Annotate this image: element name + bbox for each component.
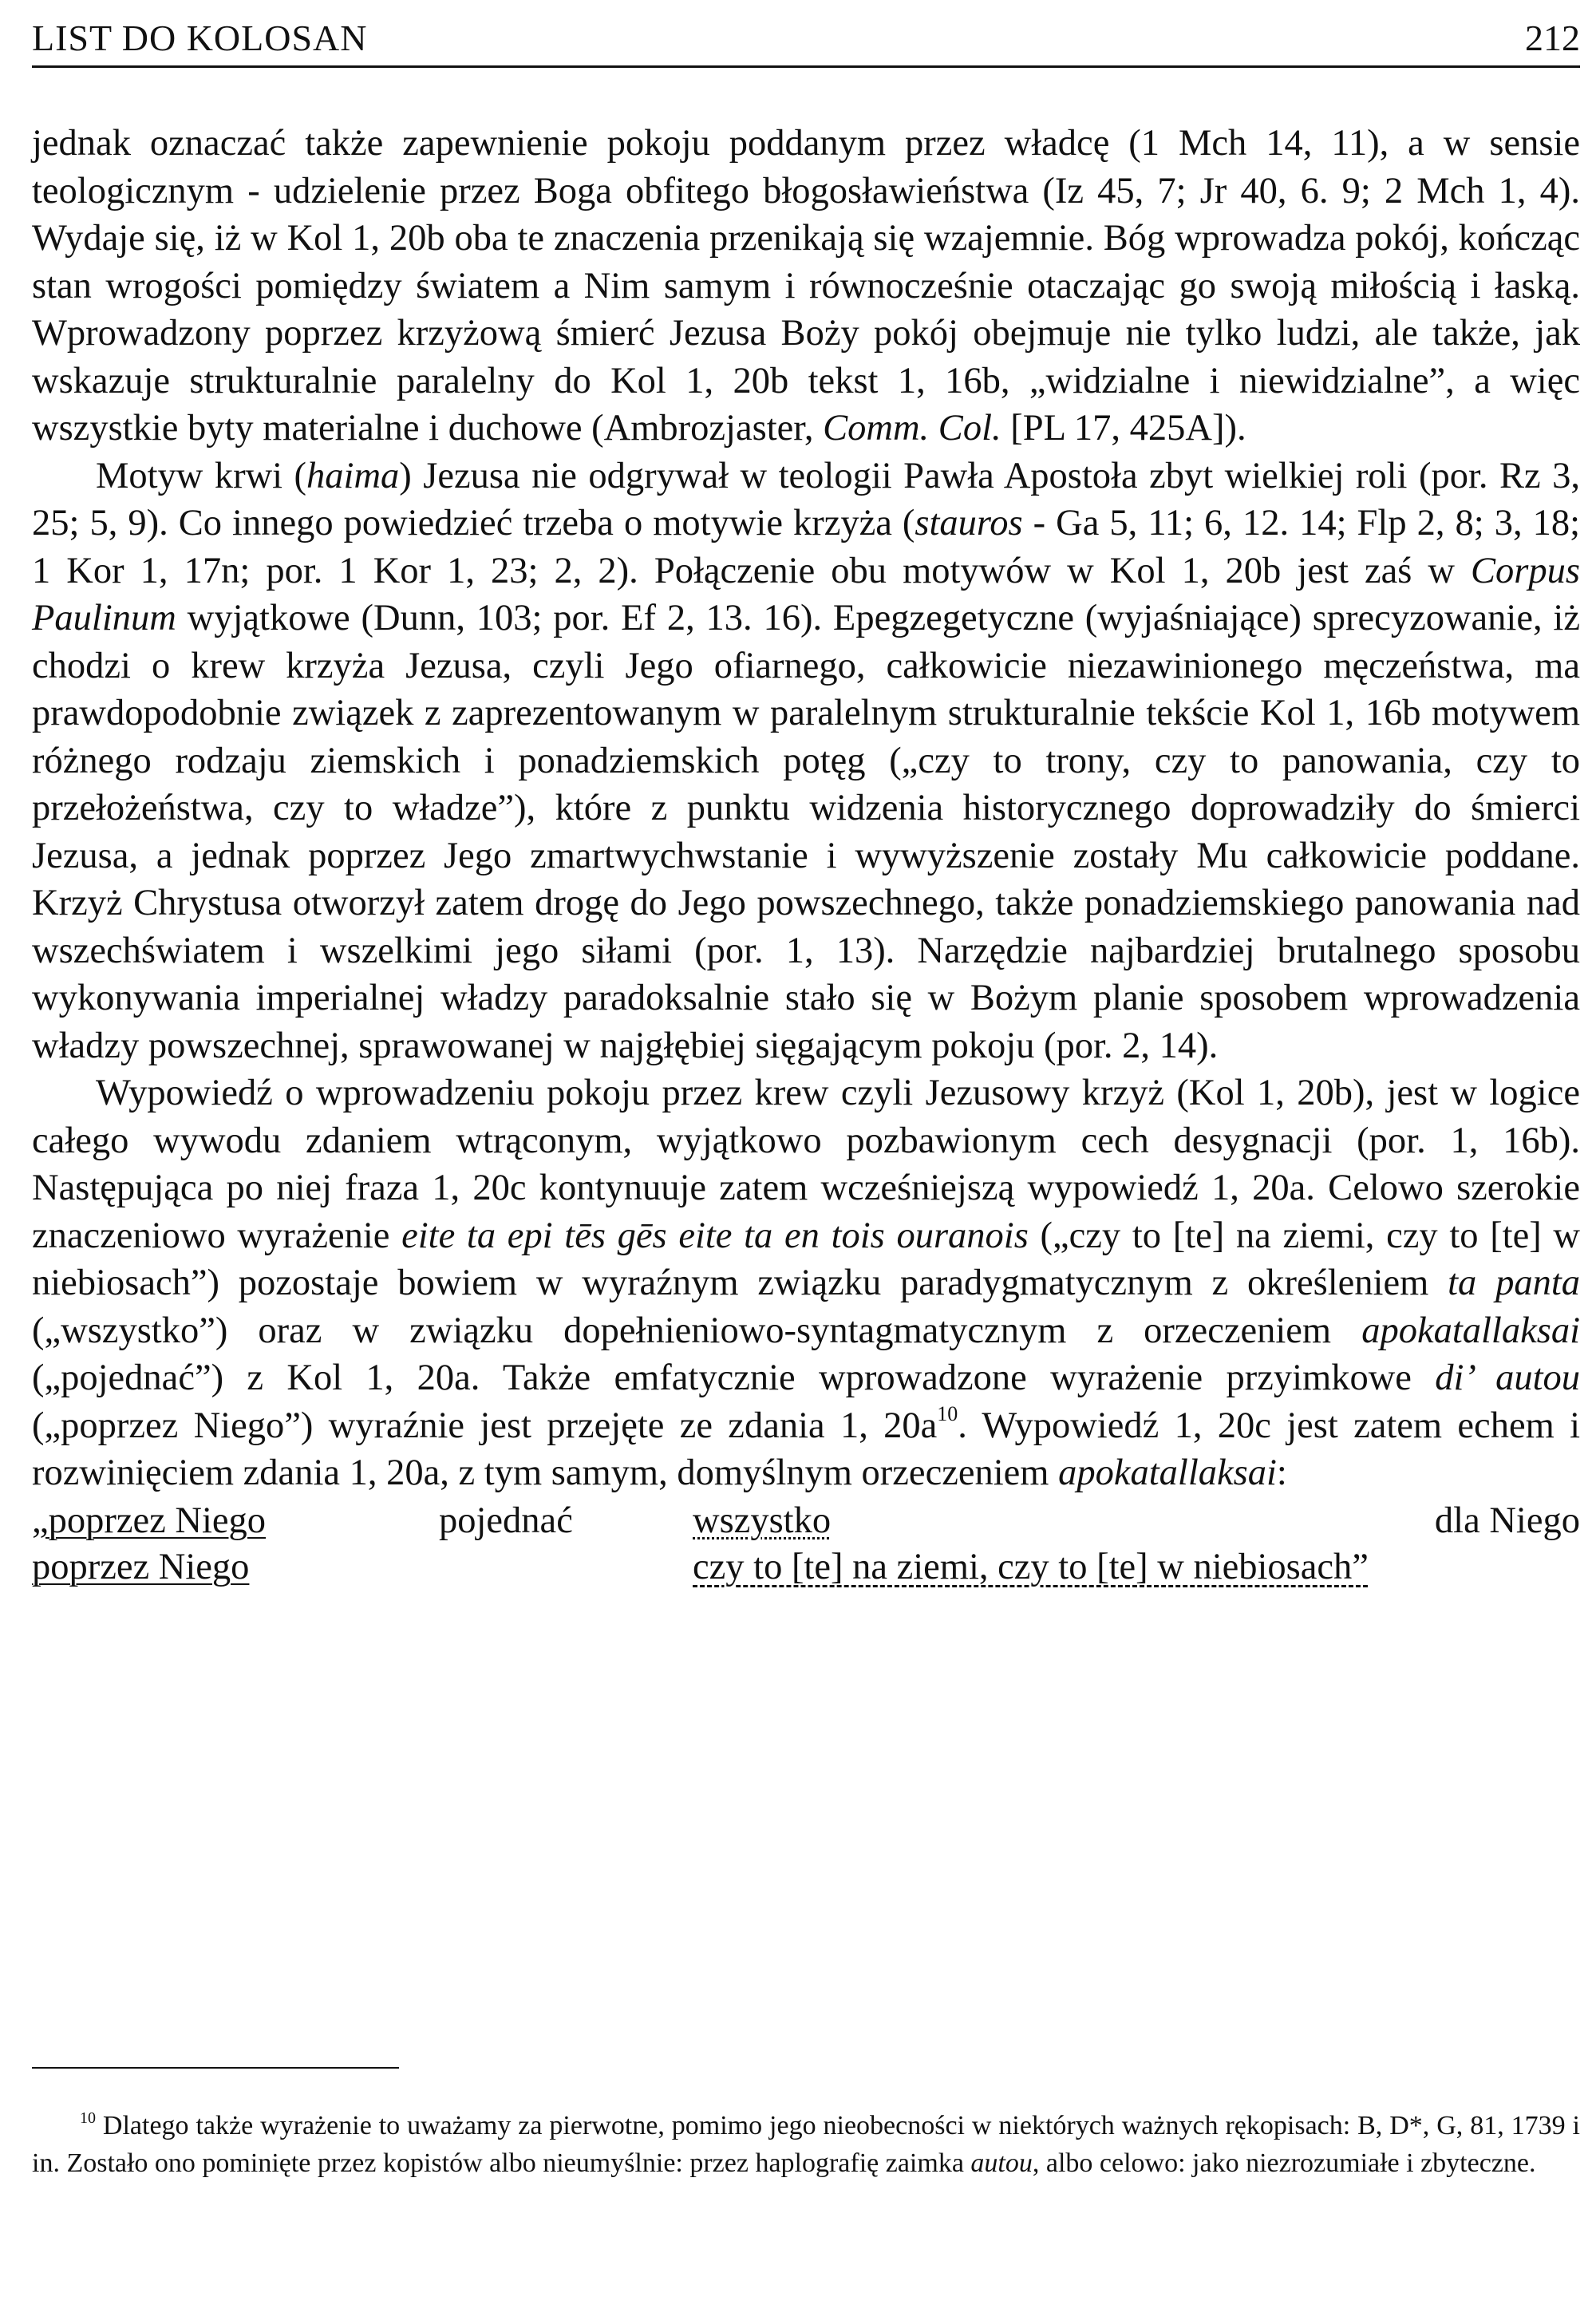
- parallel-scheme: [32, 1497, 1580, 1593]
- text-run: („wszystko”) oraz w związku dopełnieniowo-syntagmatycznym z orzeczeniem: [32, 1310, 1362, 1351]
- text-run: („czy to [te] na ziemi, czy to [te] w niebiosach”) pozostaje bowiem w wyraźnym związku paradygmatycznym z określeniem: [32, 1215, 1580, 1303]
- footnote-10: [32, 2107, 1580, 2182]
- italic-run: Corpus Paulinum: [32, 550, 1580, 638]
- body-text: [32, 120, 1580, 1593]
- text-run: Dlatego także wyrażenie to uważamy za pierwotne, pomimo jego nieobecności w niektórych ważnych rękopisach: B, D*, G, 81, 1739 i in. Zostało ono pominięte przez kopistów albo nieumyślnie: przez haplografię zaimka: [32, 2111, 1580, 2178]
- scheme-cell: dla Niego: [1434, 1500, 1580, 1541]
- footnote-marker: 10: [80, 2109, 96, 2127]
- italic-run: autou: [970, 2148, 1033, 2178]
- text-run: - Ga 5, 11; 6, 12. 14; Flp 2, 8; 3, 18; 1 Kor 1, 17n; por. 1 Kor 1, 23; 2, 2). Połączenie obu motywów w Kol 1, 20b jest zaś w: [32, 503, 1581, 591]
- footnote-reference[interactable]: 10: [937, 1402, 958, 1425]
- scheme-cell: poprzez Niego: [32, 1546, 250, 1587]
- footnote-divider: [32, 2067, 399, 2069]
- text-run: Motyw krwi (: [96, 455, 307, 496]
- italic-run: stauros: [915, 503, 1023, 543]
- page-header: [32, 5, 1580, 68]
- text-run: ) Jezusa nie odgrywał w teologii Pawła Apostoła zbyt wielkiej roli (por. Rz 3, 25; 5, 9). Co innego powiedzieć trzeba o motywie krzyża (: [32, 455, 1580, 543]
- text-run: . Wypowiedź 1, 20c jest zatem echem i rozwinięciem zdania 1, 20a, z tym samym, domyślnym orzeczeniem: [32, 1405, 1580, 1493]
- text-run: :: [1276, 1452, 1287, 1493]
- scheme-cell: wszystko: [693, 1500, 832, 1541]
- text-run: („pojednać”) z Kol 1, 20a. Także emfatycznie wprowadzone wyrażenie przyimkowe: [32, 1358, 1436, 1398]
- italic-run: eite ta epi tēs gēs eite ta en tois ouranois: [401, 1215, 1029, 1256]
- text-run: jednak oznaczać także zapewnienie pokoju poddanym przez władcę (1 Mch 14, 11), a w sensie teologicznym - udzielenie przez Boga obfitego błogosławieństwa (Iz 45, 7; Jr 40, 6. 9; 2 Mch 1, 4). Wydaje się, iż w Kol 1, 20b oba te znaczenia przenikają się wzajemnie. Bóg wprowadza pokój, kończąc stan wrogości pomiędzy światem a Nim samym i równocześnie otaczając go swoją miłością i łaską. Wprowadzony poprzez krzyżową śmierć Jezusa Boży pokój obejmuje nie tylko ludzi, ale także, jak wskazuje strukturalnie paralelny do Kol 1, 20b tekst 1, 16b, „widzialne i niewidzialne”, a więc wszystkie byty materialne i duchowe (Ambrozjaster,: [32, 123, 1580, 449]
- italic-run: apokatallaksai: [1058, 1452, 1277, 1493]
- running-title: LIST DO KOLOSAN: [32, 18, 368, 58]
- text-run: , albo celowo: jako niezrozumiałe i zbyteczne.: [1032, 2148, 1536, 2178]
- italic-run: Comm. Col.: [823, 408, 1001, 449]
- scheme-cell: pojednać: [439, 1500, 573, 1541]
- paragraph-2: [32, 453, 1580, 1070]
- italic-run: ta panta: [1448, 1263, 1580, 1303]
- scheme-cell: „poprzez Niego: [32, 1500, 267, 1541]
- paragraph-3: [32, 1069, 1580, 1497]
- text-run: wyjątkowe (Dunn, 103; por. Ef 2, 13. 16). Epegzegetyczne (wyjaśniające) sprecyzowanie, iż chodzi o krew krzyża Jezusa, czyli Jego ofiarnego, całkowicie niezawinionego męczeństwa, ma prawdopodobnie związek z zaprezentowanym w paralelnym strukturalnie tekście Kol 1, 16b motywem różnego rodzaju ziemskich i ponadziemskich potęg („czy to trony, czy to panowania, czy to przełożeństwa, czy to władze”), które z punktu widzenia historycznego doprowadziły do śmierci Jezusa, a jednak poprzez Jego zmartwychwstanie i wywyższenie zostały Mu całkowicie poddane. Krzyż Chrystusa otworzył zatem drogę do Jego powszechnego, także ponadziemskiego panowania nad wszechświatem i wszelkimi jego siłami (por. 1, 13). Narzędzie najbardziej brutalnego sposobu wykonywania imperialnej władzy paradoksalnie stało się w Bożym planie sposobem wprowadzenia władzy powszechnej, sprawowanej w najgłębiej sięgającym pokoju (por. 2, 14).: [32, 598, 1580, 1066]
- text-run: Wypowiedź o wprowadzeniu pokoju przez krew czyli Jezusowy krzyż (Kol 1, 20b), jest w logice całego wywodu zdaniem wtrąconym, wyjątkowo pozbawionym cech desygnacji (por. 1, 16b). Następująca po niej fraza 1, 20c kontynuuje zatem wcześniejszą wypowiedź 1, 20a. Celowo szerokie znaczeniowo wyrażenie: [32, 1073, 1580, 1256]
- italic-run: di’ autou: [1435, 1358, 1580, 1398]
- italic-run: haima: [306, 455, 400, 496]
- scheme-cell: czy to [te] na ziemi, czy to [te] w niebiosach”: [693, 1546, 1369, 1587]
- text-run: [PL 17, 425A]).: [1001, 408, 1246, 449]
- italic-run: apokatallaksai: [1361, 1310, 1580, 1351]
- text-run: („poprzez Niego”) wyraźnie jest przejęte ze zdania 1, 20a: [32, 1405, 938, 1446]
- page-number: 212: [1525, 18, 1580, 58]
- paragraph-1: [32, 120, 1580, 453]
